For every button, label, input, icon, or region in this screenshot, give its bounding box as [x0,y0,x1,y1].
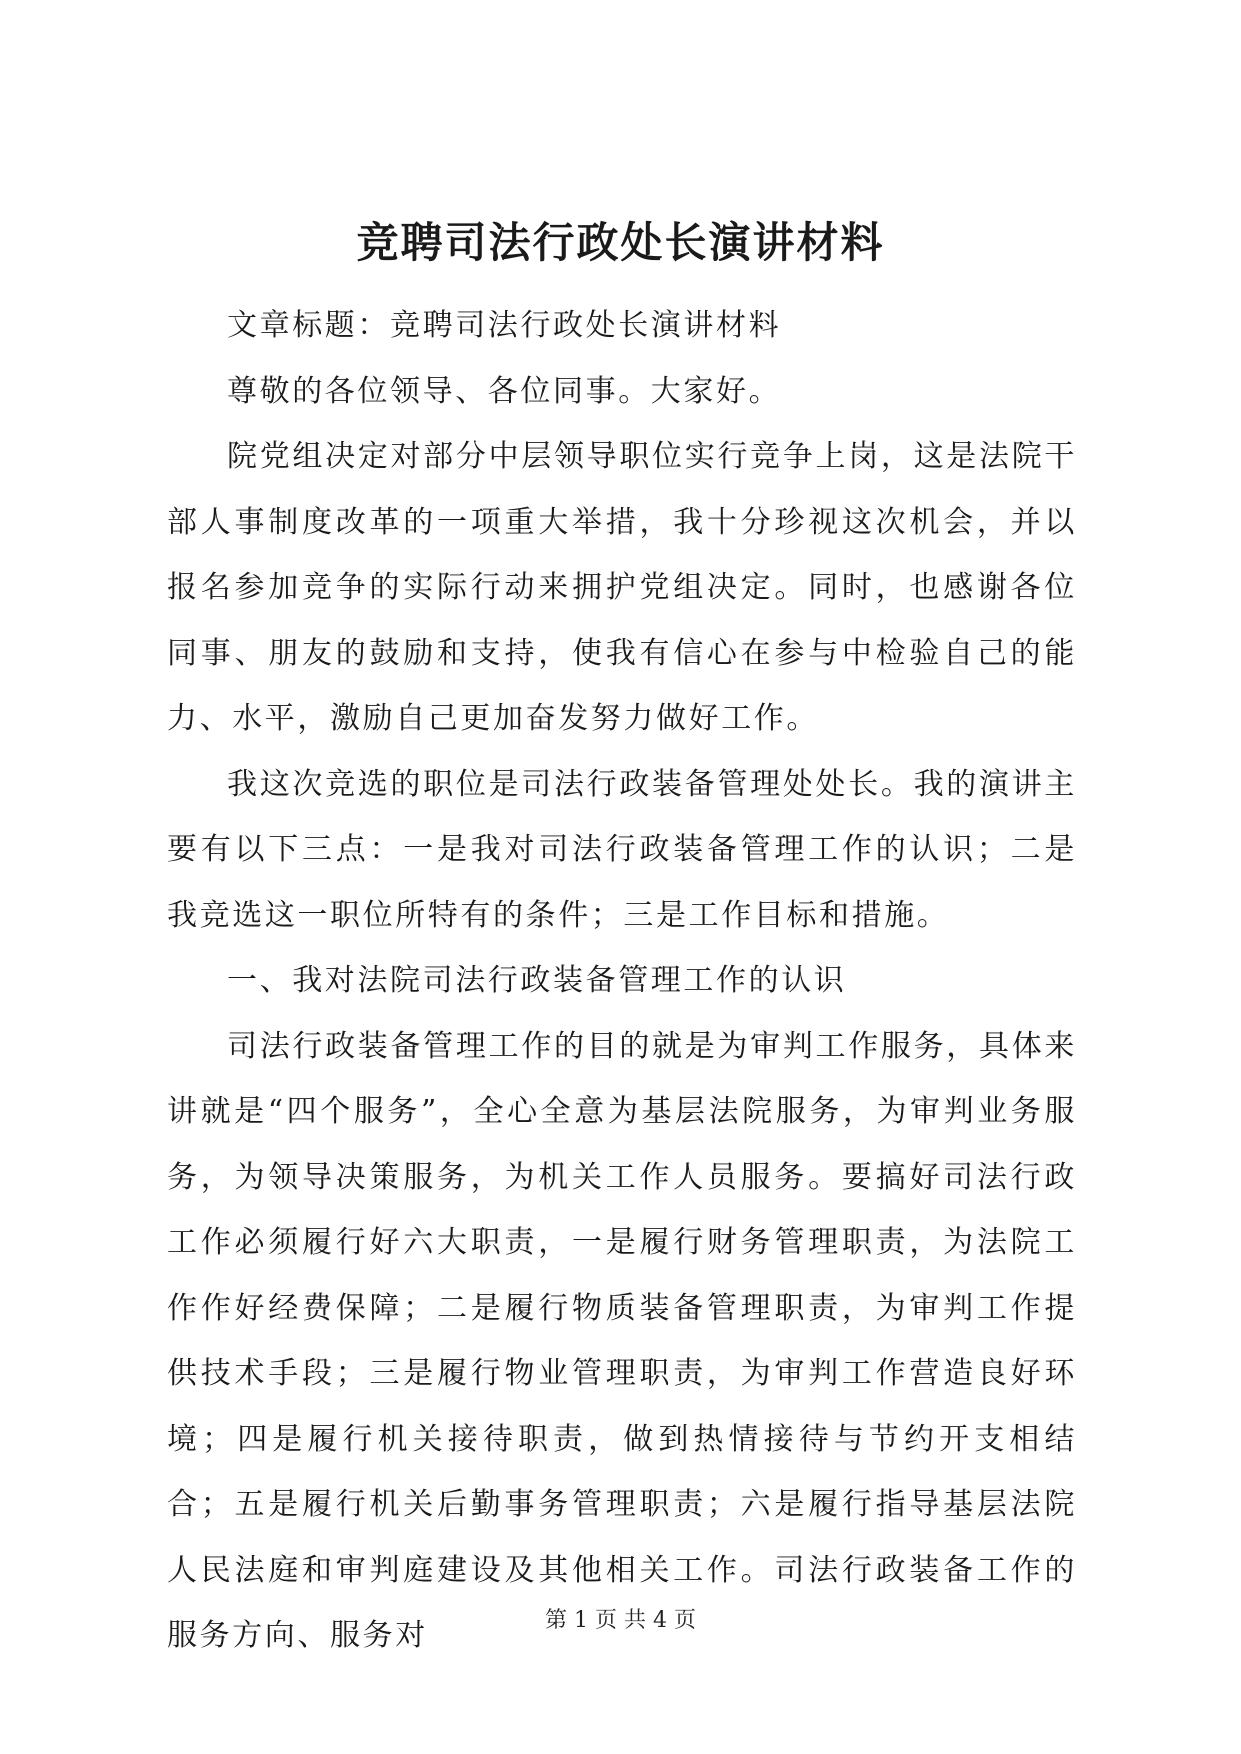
section-heading-1: 一、我对法院司法行政装备管理工作的认识 [227,963,847,998]
page-number-footer: 第 1 页 共 4 页 [545,1608,696,1633]
paragraph-article-title: 文章标题：竞聘司法行政处长演讲材料 [227,308,782,343]
paragraph-section-1-body: 司法行政装备管理工作的目的就是为审判工作服务，具体来讲就是“四个服务”，全心全意为基层法院服务，为审判业务服务，为领导决策服务，为机关工作人员服务。要搞好司法行政工作必须履行好六大职责，一是履行财务管理职责，为法院工作作好经费保障；二是履行物质装备管理职责，为审判工作提供技术手段；三是履行物业管理职责，为审判工作营造良好环境；四是履行机关接待职责，做到热情接待与节约开支相结合；五是履行机关后勤事务管理职责；六是履行指导基层法院人民法庭和审判庭建设及其他相关工作。司法行政装备工作的服务方向、服务对 [167,1028,1077,1653]
paragraph-outline: 我这次竞选的职位是司法行政装备管理处处长。我的演讲主要有以下三点：一是我对司法行政装备管理工作的认识；二是我竞选这一职位所特有的条件；三是工作目标和措施。 [167,766,1077,933]
document-body [167,293,1077,1669]
paragraph-introduction: 院党组决定对部分中层领导职位实行竞争上岗，这是法院干部人事制度改革的一项重大举措，我十分珍视这次机会，并以报名参加竞争的实际行动来拥护党组决定。同时，也感谢各位同事、朋友的鼓励和支持，使我有信心在参与中检验自己的能力、水平，激励自己更加奋发努力做好工作。 [167,439,1077,736]
paragraph-greeting: 尊敬的各位领导、各位同事。大家好。 [227,373,782,409]
document-title: 竞聘司法行政处长演讲材料 [356,218,885,267]
